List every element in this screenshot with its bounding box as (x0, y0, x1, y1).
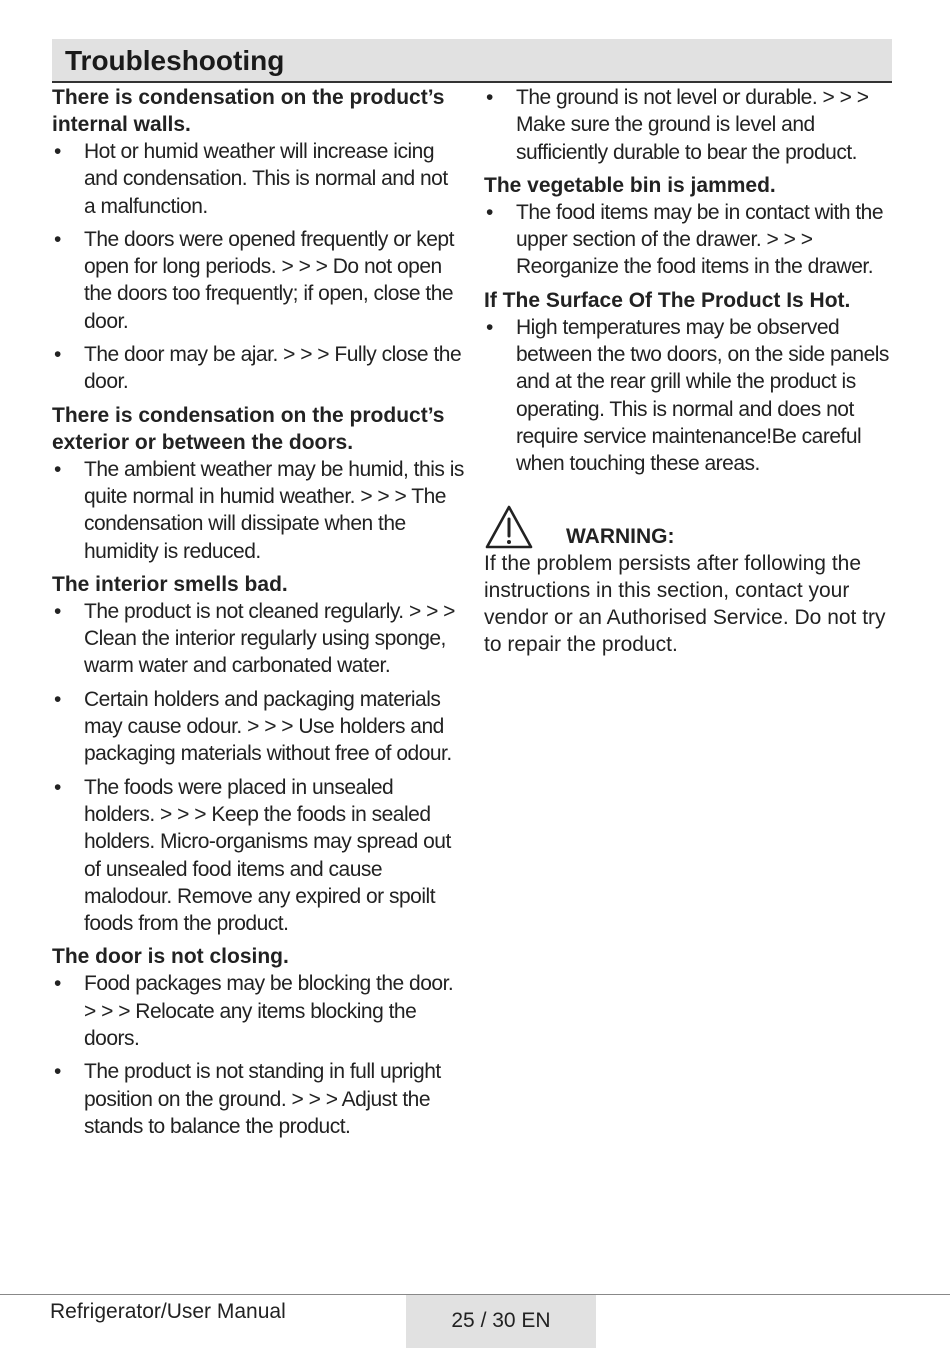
list-item: • The product is not standing in full upright position on the ground. > > > Adjust the stands to balance the product. (54, 1060, 441, 1138)
list-item: • The door may be ajar. > > > Fully close the door. (54, 343, 462, 394)
section-list (52, 970, 464, 1140)
bullet-icon: • (54, 972, 61, 996)
bullet-icon: • (54, 775, 61, 799)
warning-triangle-icon (484, 504, 534, 550)
section-heading: The interior smells bad. (52, 572, 288, 596)
bullet-icon: • (54, 687, 61, 711)
list-item: • The doors were opened frequently or kept open for long periods. > > > Do not open the doors too frequently; if open, close the door. (54, 227, 454, 333)
section-list (52, 456, 464, 565)
section-heading: There is condensation on the product’s internal walls. (52, 86, 445, 136)
list-item: • The foods were placed in unsealed holders. > > > Keep the foods in sealed holders. Micro-organisms may spread out of unsealed food items and cause malodour. Remove any expired or spoilt foods from the product. (54, 775, 451, 936)
bullet-icon: • (54, 343, 61, 367)
bullet-icon: • (486, 315, 493, 339)
section-list (52, 138, 464, 396)
section-list (484, 314, 894, 478)
footer-manual-title: Refrigerator/User Manual (50, 1300, 286, 1323)
left-column (52, 84, 464, 1146)
section-list (52, 598, 464, 938)
list-item: • Certain holders and packaging materials may cause odour. > > > Use holders and packaging materials without free of odour. (54, 687, 452, 766)
title-bar (52, 39, 892, 83)
list-item: • The ambient weather may be humid, this is quite normal in humid weather. > > > The condensation will dissipate when the humidity is reduced. (54, 457, 464, 563)
right-column (484, 84, 894, 659)
section-heading: If The Surface Of The Product Is Hot. (484, 288, 851, 312)
section-heading: The door is not closing. (52, 945, 289, 969)
section-list (484, 84, 894, 166)
list-item: • High temperatures may be observed between the two doors, on the side panels and at the rear grill while the product is operating. This is normal and does not require service maintenance!Be careful when touching these areas. (486, 315, 889, 476)
bullet-icon: • (486, 200, 493, 224)
section-heading: The vegetable bin is jammed. (484, 173, 776, 197)
bullet-icon: • (54, 140, 61, 163)
bullet-icon: • (54, 599, 61, 623)
list-item: • The product is not cleaned regularly. > > > Clean the interior regularly using sponge, warm water and carbonated water. (54, 599, 455, 678)
bullet-icon: • (486, 86, 493, 109)
list-item: • The ground is not level or durable. > > > Make sure the ground is level and sufficiently durable to bear the product. (486, 86, 869, 164)
bullet-icon: • (54, 457, 61, 481)
warning-text: If the problem persists after following the instructions in this section, contact your vendor or an Authorised Service. Do not try to repair the product. (484, 551, 886, 657)
list-item: • Food packages may be blocking the door. > > > Relocate any items blocking the doors. (54, 972, 454, 1051)
list-item: • Hot or humid weather will increase icing and condensation. This is normal and not a malfunction. (54, 140, 448, 218)
warning-title: WARNING: (566, 524, 675, 548)
section-heading: There is condensation on the product’s exterior or between the doors. (52, 403, 445, 454)
bullet-icon: • (54, 1060, 61, 1084)
footer-page-number: 25 / 30 EN (406, 1295, 596, 1348)
warning-header (484, 500, 894, 550)
section-list (484, 199, 894, 281)
warning-box (484, 500, 894, 659)
list-item: • The food items may be in contact with the upper section of the drawer. > > > Reorganize the food items in the drawer. (486, 200, 884, 279)
bullet-icon: • (54, 227, 61, 251)
page-title: Troubleshooting (65, 45, 285, 76)
